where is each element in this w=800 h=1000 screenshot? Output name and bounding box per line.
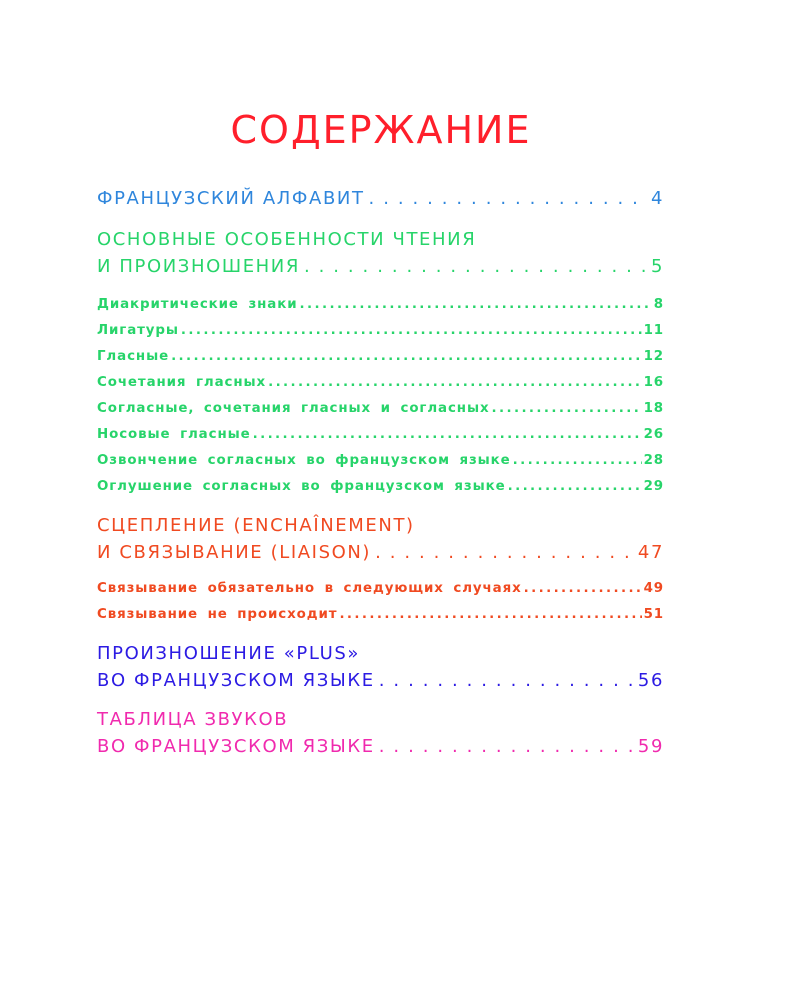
toc-subentry[interactable] — [97, 344, 664, 370]
toc-entry-label-line1: ОСНОВНЫЕ ОСОБЕННОСТИ ЧТЕНИЯ — [97, 229, 477, 250]
toc-entry[interactable] — [97, 253, 664, 280]
page-title: СОДЕРЖАНИЕ — [230, 108, 532, 152]
dot-leader — [304, 253, 647, 280]
toc-page-number: 26 — [643, 427, 664, 442]
toc-page-number: 51 — [643, 607, 664, 622]
toc-subentry[interactable] — [97, 474, 664, 500]
toc-page-number: 8 — [653, 297, 664, 312]
toc-subentry[interactable] — [97, 292, 664, 318]
toc-page-number: 5 — [650, 256, 664, 277]
toc-subentry-label: Озвончение согласных во французском языке — [97, 453, 511, 468]
toc-page-number: 49 — [643, 581, 664, 596]
toc-subentry[interactable] — [97, 396, 664, 422]
dot-leader — [375, 539, 634, 566]
toc-entry[interactable] — [97, 667, 664, 694]
dot-leader — [268, 370, 641, 396]
toc-section-plus — [97, 640, 664, 694]
toc-subentry-label: Лигатуры — [97, 323, 179, 338]
toc-section-reading — [97, 226, 664, 500]
dot-leader — [492, 396, 642, 422]
toc-subentry[interactable] — [97, 370, 664, 396]
toc-subentry-label: Сочетания гласных — [97, 375, 267, 390]
dot-leader — [300, 292, 652, 318]
toc-section-liaison — [97, 512, 664, 628]
toc-subentry-label: Носовые гласные — [97, 427, 251, 442]
toc-subentry[interactable] — [97, 422, 664, 448]
toc-subentry-label: Связывание не происходит — [97, 607, 338, 622]
toc-subentry-label: Гласные — [97, 349, 170, 364]
toc-entry-label: ВО ФРАНЦУЗСКОМ ЯЗЫКЕ — [97, 670, 375, 691]
dot-leader — [513, 448, 642, 474]
toc-section-sounds — [97, 706, 664, 760]
dot-leader — [253, 422, 642, 448]
toc-page-number: 59 — [637, 736, 664, 757]
toc-entry-label-line1: ПРОИЗНОШЕНИЕ «PLUS» — [97, 643, 360, 664]
toc-page-number: 56 — [637, 670, 664, 691]
toc-subentry-label: Оглушение согласных во французском языке — [97, 479, 506, 494]
toc-page-number: 16 — [643, 375, 664, 390]
toc-entry-label: ФРАНЦУЗСКИЙ АЛФАВИТ — [97, 188, 365, 209]
toc-entry-label: И ПРОИЗНОШЕНИЯ — [97, 256, 300, 277]
dot-leader — [524, 576, 642, 602]
table-of-contents — [97, 185, 664, 772]
toc-page-number: 12 — [643, 349, 664, 364]
dot-leader — [171, 344, 642, 370]
toc-page-number: 29 — [643, 479, 664, 494]
toc-page-number: 47 — [637, 542, 664, 563]
toc-subentry-label: Согласные, сочетания гласных и согласных — [97, 401, 490, 416]
dot-leader — [379, 733, 634, 760]
toc-section-alphabet — [97, 185, 664, 212]
toc-entry[interactable] — [97, 185, 664, 212]
dot-leader — [181, 318, 642, 344]
toc-entry-label-line1: ТАБЛИЦА ЗВУКОВ — [97, 709, 289, 730]
dot-leader — [508, 474, 642, 500]
toc-subentry[interactable] — [97, 318, 664, 344]
toc-entry-label: И СВЯЗЫВАНИЕ (LIAISON) — [97, 542, 372, 563]
toc-page-number: 18 — [643, 401, 664, 416]
toc-page-number: 11 — [643, 323, 664, 338]
dot-leader — [379, 667, 634, 694]
dot-leader — [369, 185, 647, 212]
toc-entry-label-line1: СЦЕПЛЕНИЕ (ENCHAÎNEMENT) — [97, 515, 415, 536]
toc-subentry[interactable] — [97, 576, 664, 602]
toc-subentry[interactable] — [97, 448, 664, 474]
toc-entry[interactable] — [97, 539, 664, 566]
dot-leader — [339, 602, 641, 628]
toc-page-number: 4 — [650, 188, 664, 209]
toc-entry-label: ВО ФРАНЦУЗСКОМ ЯЗЫКЕ — [97, 736, 375, 757]
toc-subentry-label: Диакритические знаки — [97, 297, 298, 312]
toc-subentry[interactable] — [97, 602, 664, 628]
toc-entry[interactable] — [97, 733, 664, 760]
toc-page-number: 28 — [643, 453, 664, 468]
toc-subentry-label: Связывание обязательно в следующих случаях — [97, 581, 522, 596]
